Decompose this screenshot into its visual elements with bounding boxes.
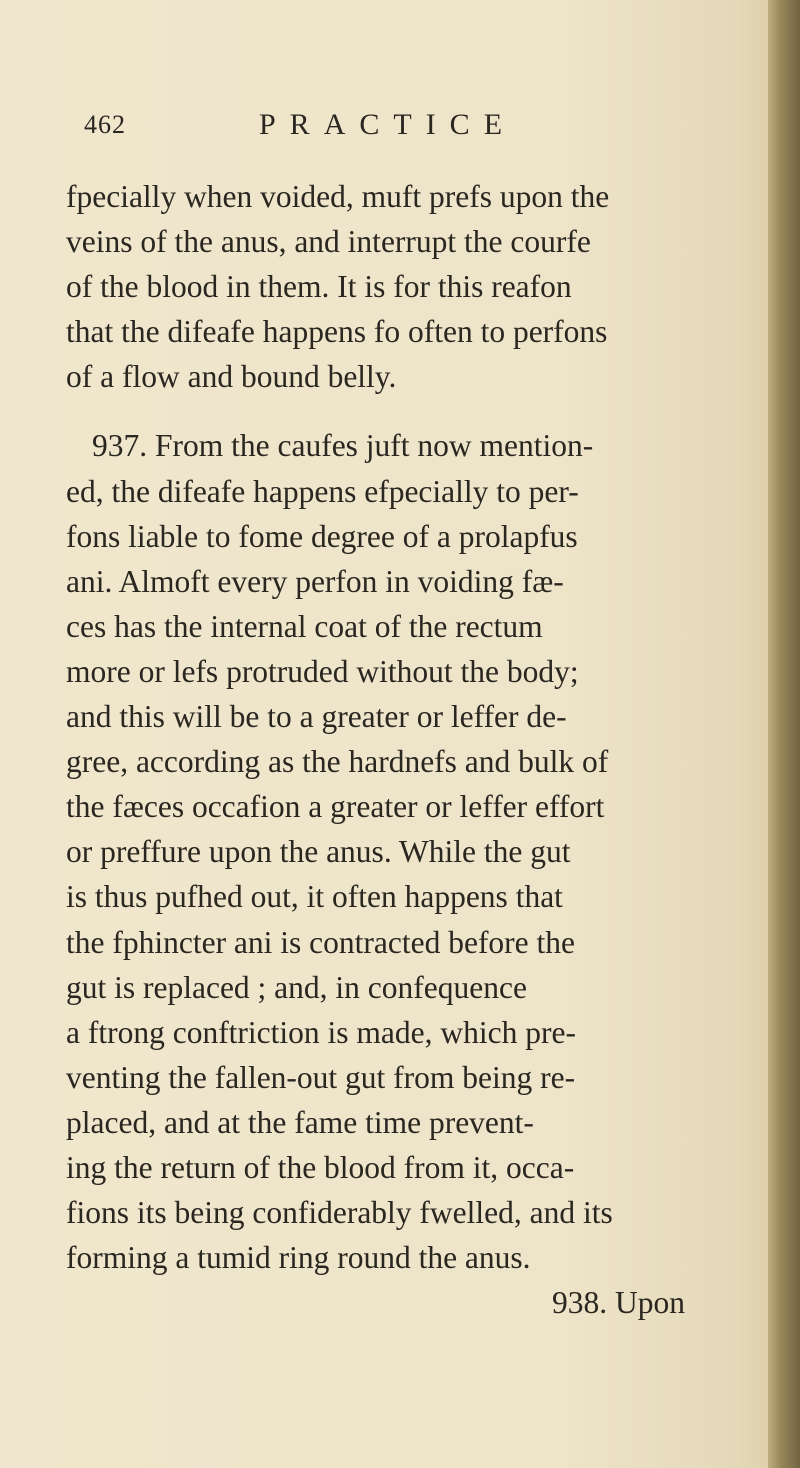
text-line: placed, and at the fame time prevent-: [66, 1104, 534, 1140]
text-line: fions its being confiderably fwelled, and its: [66, 1195, 613, 1231]
catchword: 938. Upon: [552, 1285, 685, 1321]
text-line: ed, the difeafe happens efpecially to per-: [66, 473, 579, 509]
text-line: fons liable to fome degree of a prolapfus: [66, 518, 578, 554]
text-line: veins of the anus, and interrupt the courfe: [66, 224, 591, 260]
text-line: venting the fallen-out gut from being re-: [66, 1059, 576, 1095]
text-line: that the difeafe happens fo often to perfons: [66, 314, 608, 350]
text-line: of the blood in them. It is for this reafon: [66, 269, 572, 305]
text-line: is thus pufhed out, it often happens that: [66, 879, 563, 915]
text-line: of a flow and bound belly.: [66, 359, 397, 395]
text-line: fpecially when voided, muft prefs upon the: [66, 179, 610, 214]
text-line: ces has the internal coat of the rectum: [66, 608, 543, 644]
page-header: [84, 108, 704, 156]
text-line: a ftrong conftriction is made, which pre-: [66, 1014, 576, 1050]
body-text: [66, 174, 712, 1325]
page-edge: [768, 0, 800, 1468]
text-line: forming a tumid ring round the anus.: [66, 1240, 531, 1276]
text-line: the fphincter ani is contracted before the: [66, 924, 576, 960]
paragraph-start: 937. From the caufes juft now mention-: [92, 428, 594, 464]
text-line: gree, according as the hardnefs and bulk of: [66, 744, 609, 780]
text-line: ani. Almoft every perfon in voiding fæ-: [66, 563, 564, 599]
text-line: the fæces occafion a greater or leffer effort: [66, 789, 605, 825]
page-number: 462: [84, 110, 126, 139]
text-line: ing the return of the blood from it, occa-: [66, 1149, 575, 1185]
text-line: and this will be to a greater or leffer de-: [66, 699, 567, 735]
text-line: more or lefs protruded without the body;: [66, 653, 579, 689]
text-line: gut is replaced ; and, in confequence: [66, 969, 527, 1005]
paragraph-gap: [66, 399, 712, 423]
text-line: or preffure upon the anus. While the gut: [66, 834, 571, 870]
running-head: PRACTICE: [259, 108, 517, 141]
